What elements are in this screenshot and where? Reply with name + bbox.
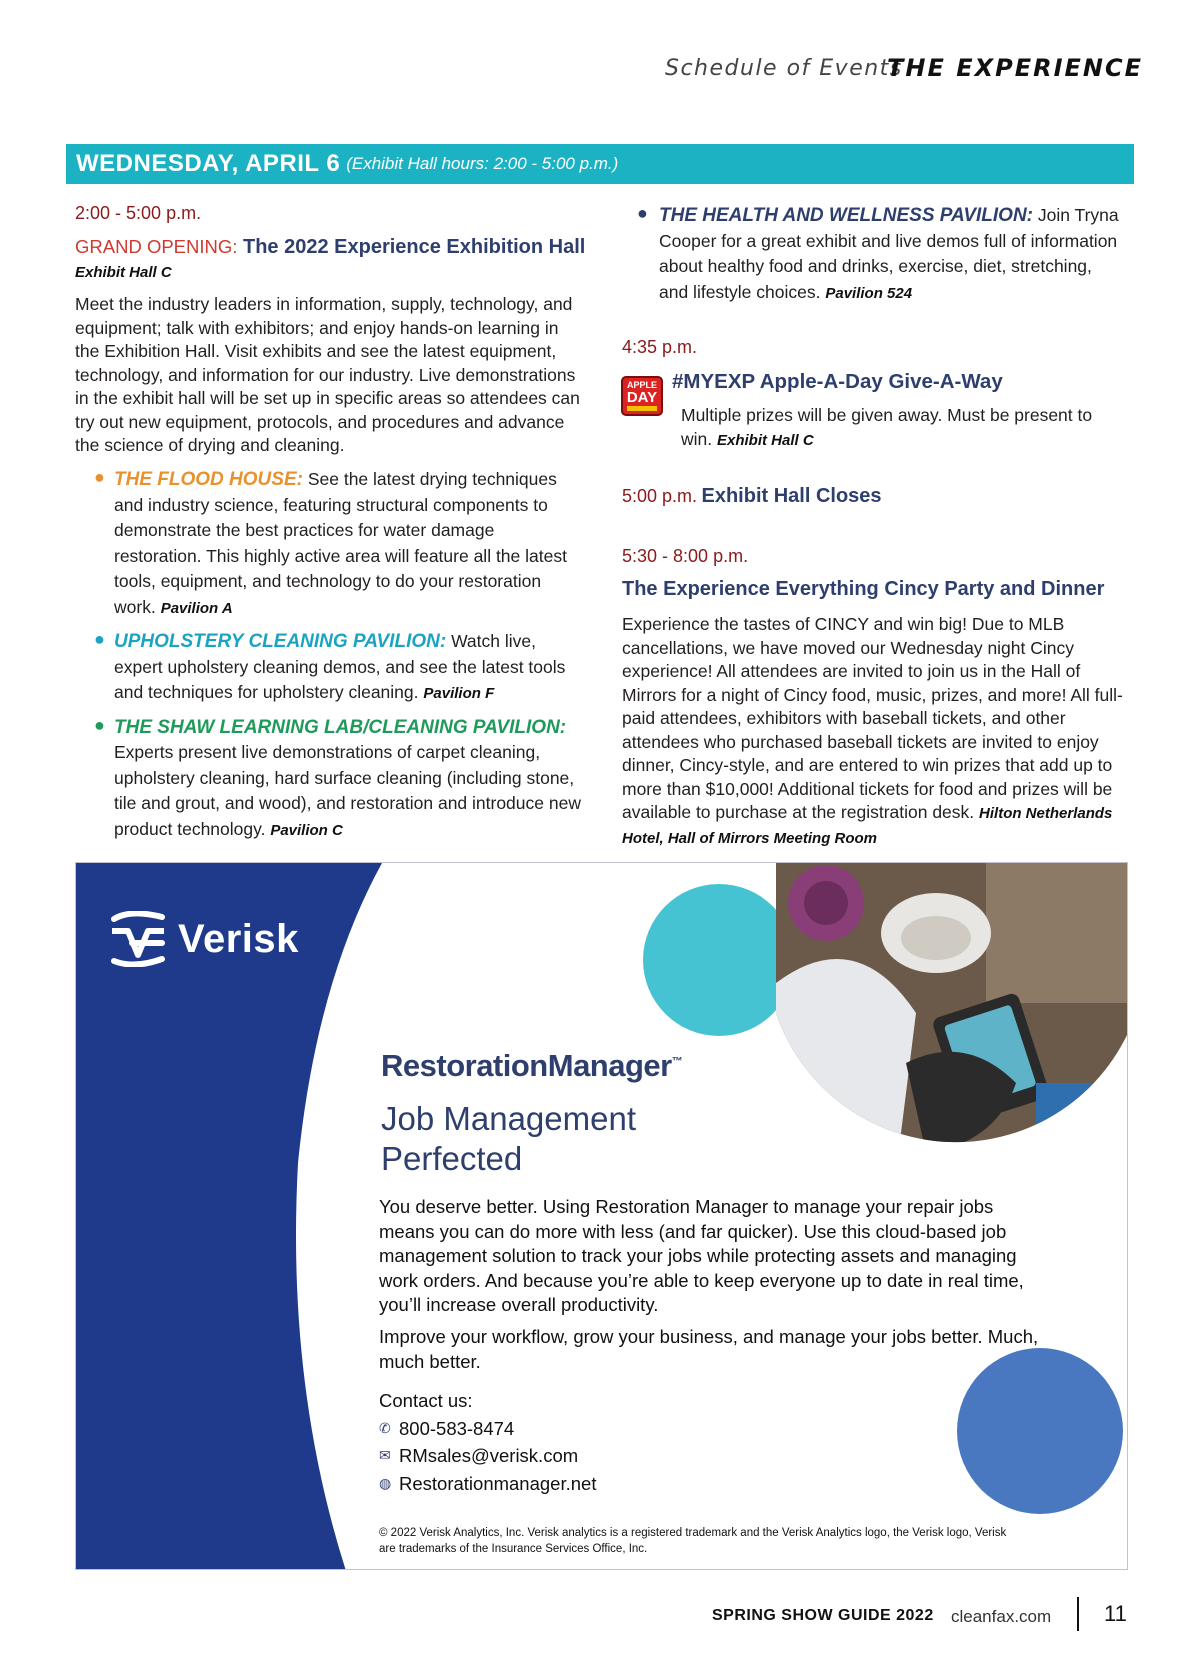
bullet-text: Experts present live demonstrations of carpet cleaning, upholstery cleaning, hard surface cleaning (including stone, tile and grout, and wood), and restoration and introduce new product technology. [114,742,581,839]
page-number: 11 [1104,1601,1127,1626]
event-title: #MYEXP Apple-A-Day Give-A-Way [672,370,1003,393]
phone-icon: ✆ [379,1419,391,1436]
technician-photo [736,863,1128,1173]
footer-website[interactable]: cleanfax.com [951,1607,1052,1626]
footer-publication: SPRING SHOW GUIDE 2022 [712,1607,934,1624]
verisk-advertisement [75,862,1128,1570]
bullet-location: Pavilion A [160,599,233,617]
event-location: Exhibit Hall C [717,431,814,449]
section-label: Schedule of Events [665,56,903,81]
list-item [94,714,586,844]
event-time: 2:00 - 5:00 p.m. [75,203,202,223]
event-text: Experience the tastes of CINCY and win big! Due to MLB cancellations, we have moved our Wednesday night Cincy experience! All attendees are invited to join us in the Hall of Mirrors for a night of Cincy food, music, prizes, and more! All full-paid attendees, exhibitors with baseball tickets, and other attendees who purchased baseball tickets are invited to enjoy dinner, Cincy-style, and are entered to win prizes that add up to more than $10,000! Additional tickets for food and prizes will be available to purchase at the registration desk. [622,614,1123,822]
ad-paragraph: You deserve better. Using Restoration Manager to manage your repair jobs means you can do more with less (and far quicker). Use this cloud-based job management solution to track your jobs while protecting assets and managing work orders. And because you’re able to keep everyone up to date in real time, you’ll increase overall productivity. [379,1196,1024,1315]
bullet-dot: ● [94,714,105,735]
bullet-text: See the latest drying techniques and industry science, featuring structural components to demonstrate the best practices for water damage restoration. This highly active area will feature all the latest tools, equipment, and technology to do your restoration work. [114,469,567,617]
bullet-text: Join Tryna Cooper for a great exhibit and live demos full of information about healthy food and drinks, exercise, diet, stretching, and lifestyle choices. [659,205,1119,302]
bullet-text: Watch live, expert upholstery cleaning demos, and see the latest tools and techniques for upholstery cleaning. [114,631,566,702]
contact-block [379,1387,596,1497]
bullet-heading: UPHOLSTERY CLEANING PAVILION: [114,631,447,652]
bullet-heading: THE FLOOD HOUSE: [114,469,303,490]
email-address: RMsales@verisk.com [399,1445,579,1466]
hall-closes [622,485,882,508]
contact-phone[interactable] [379,1415,596,1443]
event-description [622,613,1132,850]
legal-notice: © 2022 Verisk Analytics, Inc. Verisk analytics is a registered trademark and the Verisk Analytics logo, the Verisk logo, Verisk are trademarks of the Insurance Services Office, Inc. [379,1527,1007,1555]
bullet-list [94,467,586,843]
verisk-logo [110,911,299,967]
product-name: RestorationManager [381,1048,672,1083]
event-time: 5:30 - 8:00 p.m. [622,546,749,566]
navy-panel [76,863,382,1570]
apple-icon-stripe [627,406,657,411]
event-title: Exhibit Hall Closes [701,485,882,507]
bullet-dot: ● [94,467,105,487]
mail-icon: ✉ [379,1447,391,1463]
event-title: The Experience Everything Cincy Party and Dinner [622,578,1105,600]
event-location: Hilton Netherlands Hotel, Hall of Mirrors Meeting Room [622,805,1113,847]
brand-name: Verisk [178,916,299,961]
exhibit-hours: (Exhibit Hall hours: 2:00 - 5:00 p.m.) [346,154,619,173]
bullet-location: Pavilion F [423,685,495,702]
event-time: 5:00 p.m. [622,486,698,506]
event-time: 4:35 p.m. [622,337,698,357]
apple-icon-label: DAY [626,389,658,406]
day-bar [66,144,1134,184]
event-description: Meet the industry leaders in information, supply, technology, and equipment; talk with exhibitors; and enjoy hands-on learning in the Exhibition Hall. Visit exhibits and see the latest equipment, technology, and information for our industry. Live demonstrations in the exhibit hall will be set up in specific areas so attendees can try out new equipment, protocols, and procedures and advance the science of drying and cleaning. [75,294,580,455]
ad-paragraph: Improve your workflow, grow your business, and manage your jobs better. Much, much better. [379,1326,1039,1372]
contact-website[interactable] [379,1470,596,1498]
event-description [681,404,1121,452]
health-pavilion [637,203,1119,306]
contact-email[interactable] [379,1442,596,1470]
footer-divider [1077,1597,1079,1631]
product-subtitle: Job Management Perfected [381,1100,636,1177]
contact-label: Contact us: [379,1390,473,1411]
product-title [381,1048,682,1084]
section-title: THE EXPERIENCE [887,54,1143,82]
day-heading: WEDNESDAY, APRIL 6 [76,150,341,177]
grand-opening-label: GRAND OPENING: [75,236,238,257]
event-title: The 2022 Experience Exhibition Hall [242,236,586,258]
bullet-heading: THE SHAW LEARNING LAB/CLEANING PAVILION: [114,716,567,738]
bullet-dot: ● [637,203,648,223]
apple-day-icon [621,376,663,416]
apple-icon-label: APPLE [626,380,657,390]
list-item [94,629,586,707]
globe-icon: ◍ [379,1474,392,1491]
verisk-logo-icon [110,911,168,967]
event-text: Multiple prizes will be given away. Must be present to win. [681,405,1093,449]
phone-number: 800-583-8474 [399,1417,515,1439]
event-location: Exhibit Hall C [75,264,172,281]
trademark-mark: ™ [671,1055,683,1068]
bullet-heading: THE HEALTH AND WELLNESS PAVILION: [659,205,1034,226]
list-item [94,467,586,621]
bullet-location: Pavilion C [270,821,343,839]
bullet-location: Pavilion 524 [825,284,913,302]
bullet-dot: ● [94,629,105,649]
event-heading [75,236,615,259]
website-url: Restorationmanager.net [399,1472,597,1494]
